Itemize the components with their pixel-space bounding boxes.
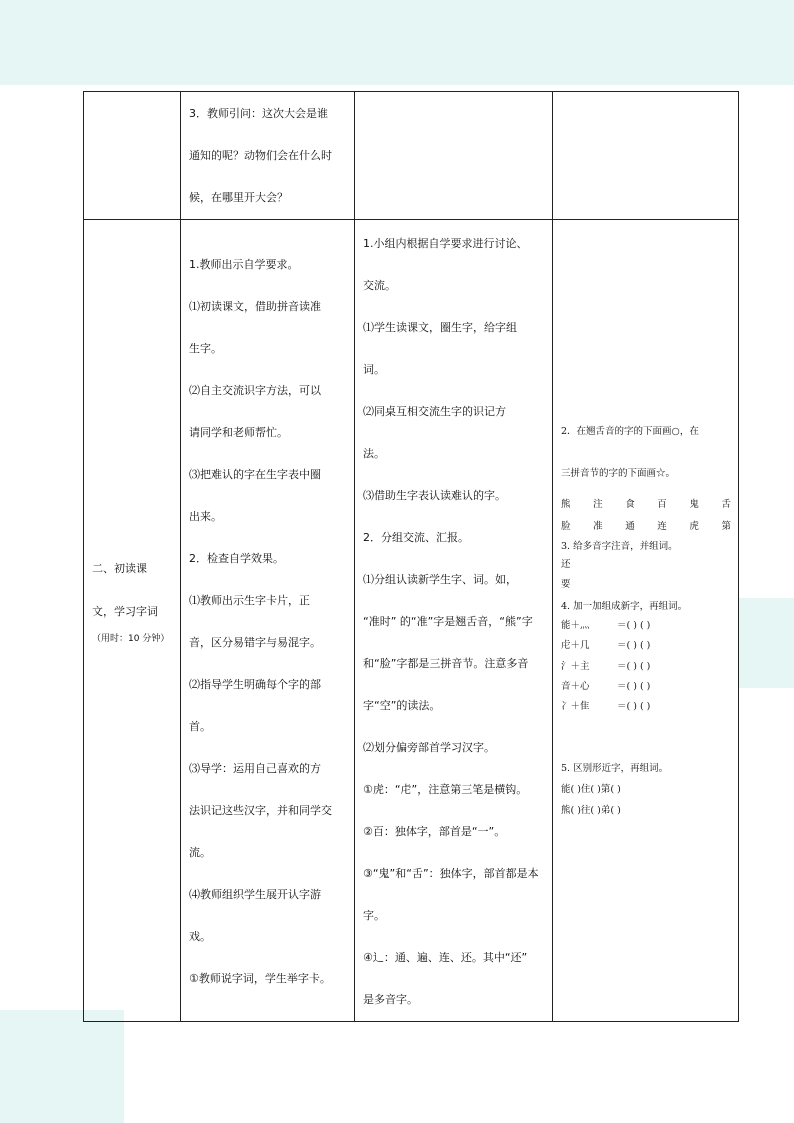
char: 虎 — [689, 521, 699, 532]
text-line: ①教师说字词，学生举字卡。 — [189, 972, 331, 985]
text-line: 1.教师出示自学要求。 — [189, 258, 299, 271]
text-line: ③“鬼”和“舌”：独体字，部首都是本 — [363, 867, 539, 880]
char: 鬼 — [689, 499, 699, 510]
text-line: 出来。 — [189, 510, 222, 523]
equation: 能＋灬 — [561, 620, 590, 631]
lesson-plan-table — [83, 91, 739, 1022]
text-line: 是多音字。 — [363, 993, 418, 1006]
text-line: ⑶把难认的字在生字表中圈 — [189, 468, 321, 481]
answer-blanks: ＝( ) ( ) — [617, 661, 651, 672]
char: 注 — [593, 499, 603, 510]
answer-blanks: ＝( ) ( ) — [617, 640, 651, 651]
char: 食 — [625, 499, 635, 510]
question-3: 3. 给多音字注音，并组词。 — [561, 541, 678, 552]
equation: 冫＋隹 — [561, 701, 590, 712]
student-activity-cell — [355, 220, 553, 1022]
text-line: ②百：独体字，部首是“一”。 — [363, 825, 506, 838]
student-activity-cell — [355, 92, 553, 220]
text-line: 生字。 — [189, 342, 222, 355]
exercise-cell — [553, 92, 739, 220]
text-line: ⑶借助生字表认读难认的字。 — [363, 489, 506, 502]
char: 熊 — [561, 499, 571, 510]
text-line: ⑵自主交流识字方法，可以 — [189, 384, 321, 397]
text-line: ①虎：“虍”，注意第三笔是横钩。 — [363, 783, 528, 796]
text-line: 和“脸”字都是三拼音节。注意多音 — [363, 657, 529, 670]
text-line: 音，区分易错字与易混字。 — [189, 636, 321, 649]
text-line: ⑶导学：运用自己喜欢的方 — [189, 762, 321, 775]
polyphone-char: 要 — [561, 579, 571, 590]
text-line: ⑴学生读课文，圈生字，给字组 — [363, 321, 517, 334]
fill-row — [561, 678, 767, 692]
text-line: 法识记这些汉字，并和同学交 — [189, 804, 332, 817]
question-2-line-1: 2．在翘舌音的字的下面画○，在 — [561, 426, 699, 437]
text-line: 请同学和老师帮忙。 — [189, 426, 288, 439]
stage-title: 二、初读课 — [92, 562, 147, 575]
teacher-activity-cell — [181, 92, 355, 220]
text-line: ⑵指导学生明确每个字的部 — [189, 678, 321, 691]
text-line: 字“空”的读法。 — [363, 699, 441, 712]
exercise-cell — [553, 220, 739, 1022]
equation: 音＋心 — [561, 681, 590, 692]
text-line: ⑵同桌互相交流生字的识记方 — [363, 405, 506, 418]
table-row — [84, 92, 739, 220]
fill-row — [561, 698, 767, 712]
equation: 虍＋几 — [561, 640, 590, 651]
text-line: 首。 — [189, 720, 211, 733]
char: 准 — [593, 521, 603, 532]
char: 脸 — [561, 521, 571, 532]
stage-cell — [84, 220, 181, 1022]
text-line: 3．教师引问：这次大会是谁 — [189, 107, 328, 120]
text-line: ⑴初读课文，借助拼音读准 — [189, 300, 321, 313]
text-line: 2．分组交流、汇报。 — [363, 531, 469, 544]
char-row — [561, 518, 731, 532]
char: 连 — [657, 521, 667, 532]
text-line: ⑴分组认读新学生字、词。如， — [363, 573, 517, 586]
text-line: 通知的呢？动物们会在什么时 — [189, 149, 332, 162]
text-line: ⑵划分偏旁部首学习汉字。 — [363, 741, 495, 754]
answer-blanks: ＝( ) ( ) — [617, 701, 651, 712]
char: 通 — [625, 521, 635, 532]
answer-blanks: ＝( ) ( ) — [617, 620, 651, 631]
stage-cell — [84, 92, 181, 220]
fill-row — [561, 658, 767, 672]
equation: 氵＋主 — [561, 661, 590, 672]
answer-blanks: ＝( ) ( ) — [617, 681, 651, 692]
stage-title: 文，学习字词 — [92, 605, 158, 618]
text-line: 戏。 — [189, 930, 211, 943]
table-row — [84, 220, 739, 1022]
question-2-line-2: 三拼音节的字的下面画☆。 — [561, 468, 676, 479]
text-line: 法。 — [363, 447, 385, 460]
char: 舌 — [721, 499, 731, 510]
text-line: ④辶：通、遍、连、还。其中“还” — [363, 951, 528, 964]
char: 第 — [721, 521, 731, 532]
fill-row — [561, 617, 767, 631]
text-line: 交流。 — [363, 279, 396, 292]
teacher-activity-cell — [181, 220, 355, 1022]
text-line: 候，在哪里开大会？ — [189, 191, 288, 204]
text-line: 1.小组内根据自学要求进行讨论、 — [363, 237, 528, 250]
question-5: 5. 区别形近字，再组词。 — [561, 763, 669, 774]
text-line: 词。 — [363, 363, 385, 376]
stage-duration: （用时：10 分钟） — [92, 634, 170, 644]
char-row — [561, 496, 731, 510]
fill-row: 熊( )往( )弟( ) — [561, 805, 621, 816]
text-line: 字。 — [363, 909, 385, 922]
question-4: 4. 加一加组成新字，再组词。 — [561, 601, 688, 612]
text-line: ⑷教师组织学生展开认字游 — [189, 888, 321, 901]
text-line: ⑴教师出示生字卡片，正 — [189, 594, 310, 607]
polyphone-char: 还 — [561, 559, 571, 570]
text-line: “准时” 的“准”字是翘舌音，“熊”字 — [363, 615, 533, 628]
text-line: 2．检查自学效果。 — [189, 552, 284, 565]
fill-row: 能( )住( )第( ) — [561, 784, 621, 795]
char: 百 — [657, 499, 667, 510]
text-line: 流。 — [189, 846, 211, 859]
fill-row — [561, 637, 767, 651]
